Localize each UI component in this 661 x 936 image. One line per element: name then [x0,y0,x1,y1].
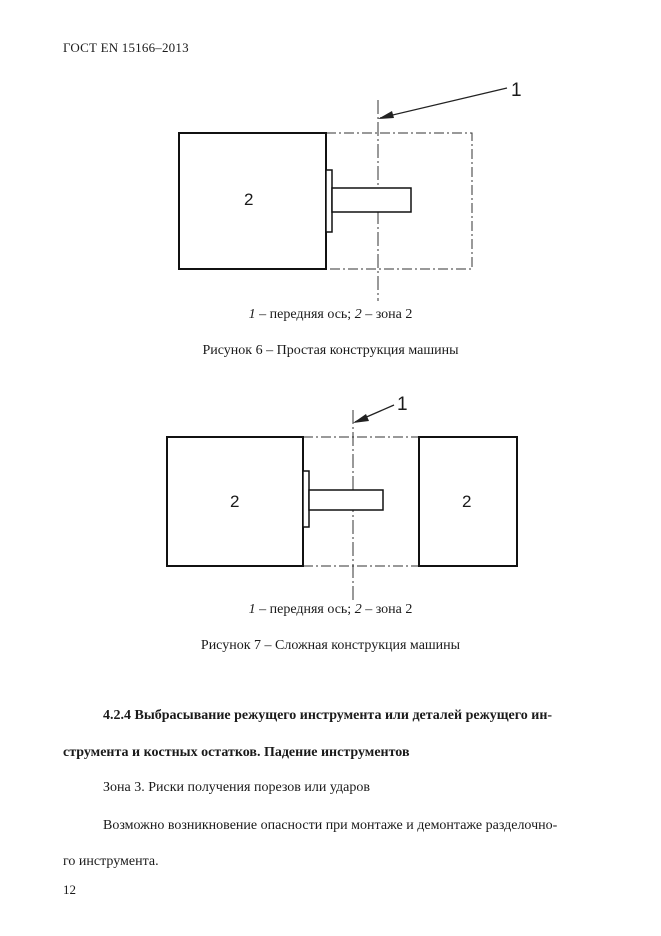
figure-6-svg [0,75,661,305]
legend-number-1: 1 [248,307,256,322]
callout-leader [380,88,507,118]
figure-6-legend [0,307,661,323]
figure-6-caption: Рисунок 6 – Простая конструкция машины [202,343,459,358]
figure-7-caption: Рисунок 7 – Сложная конструкция машины [200,638,461,653]
figure-7-svg [0,390,661,605]
zone-label-right: 2 [462,492,472,511]
flange [326,170,332,232]
legend-text-2: – зона 2 [361,602,413,617]
flange [303,471,309,527]
page-number: 12 [63,882,76,897]
figure-7-legend [0,602,661,618]
section-heading-line-1: 4.2.4 Выбрасывание режущего инструмента или деталей режущего ин- [103,708,553,723]
legend-text-1: – передняя ось; [255,307,355,322]
callout-label: 1 [397,394,408,415]
legend-number-2: 2 [354,307,362,322]
figure-7-diagram [0,390,661,605]
zone-description: Зона 3. Риски получения порезов или ударов [103,780,370,795]
legend-text-1: – передняя ось; [255,602,355,617]
zone-label-left: 2 [230,492,240,511]
legend-number-1: 1 [248,602,256,617]
callout-label: 1 [511,80,522,101]
shaft [309,490,383,510]
shaft [332,188,411,212]
section-heading-line-2: струмента и костных остатков. Падение инструментов [63,745,410,760]
body-text-line-1: Возможно возникновение опасности при монтаже и демонтаже разделочно- [103,818,558,833]
body-text-line-2: го инструмента. [63,854,159,869]
figure-6-diagram [0,75,661,305]
legend-text-2: – зона 2 [361,307,413,322]
zone-label: 2 [244,190,254,209]
legend-number-2: 2 [354,602,362,617]
callout-arrowhead [353,414,369,423]
callout-arrowhead [378,111,394,119]
document-header: ГОСТ EN 15166–2013 [63,40,189,55]
